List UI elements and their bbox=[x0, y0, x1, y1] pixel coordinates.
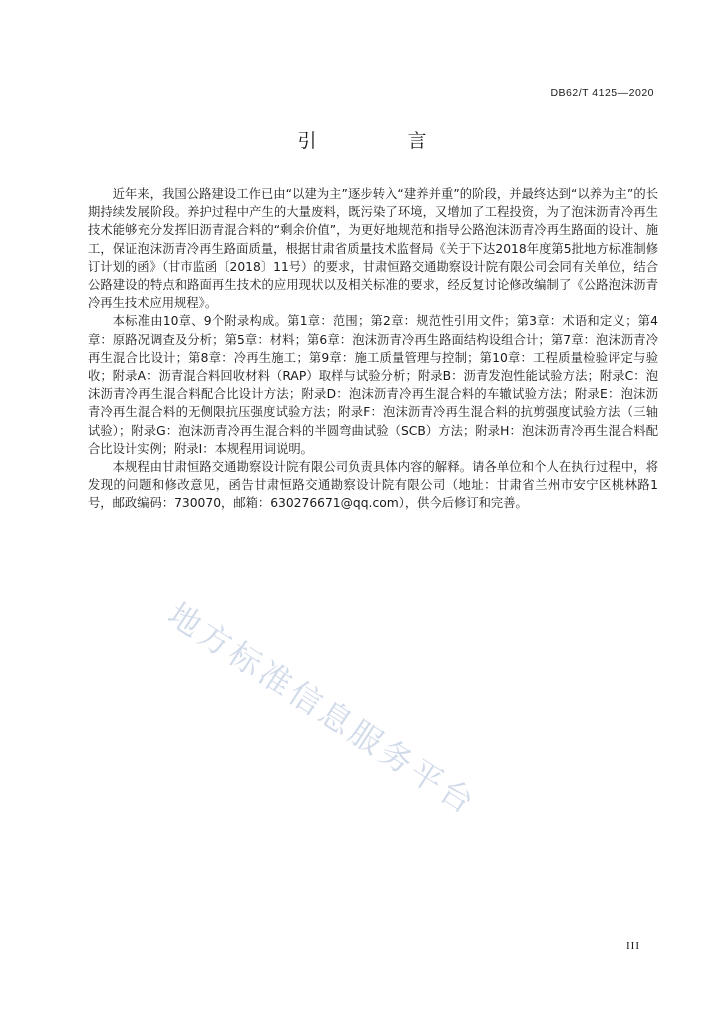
paragraph: 近年来，我国公路建设工作已由“以建为主”逐步转入“建养并重”的阶段，并最终达到“以养为主”的长期持续发展阶段。养护过程中产生的大量废料，既污染了环境，又增加了工程投资，为了泡沫沥青冷再生技术能够充分发挥旧沥青混合料的“剩余价值”，为更好地规范和指导公路泡沫沥青冷再生路面的设计、施工，保证泡沫沥青冷再生路面质量，根据甘肃省质量技术监督局《关于下达2018年度第5批地方标准制修订计划的函》（甘市监函〔2018〕11号）的要求，甘肃恒路交通勘察设计院有限公司会同有关单位，结合公路建设的特点和路面再生技术的应用现状以及相关标准的要求，经反复讨论修改编制了《公路泡沫沥青冷再生技术应用规程》。 bbox=[88, 187, 658, 311]
page-title: 引 言 bbox=[297, 130, 463, 152]
page-number: III bbox=[626, 940, 640, 952]
paragraph: 本标准由10章、9个附录构成。第1章：范围；第2章：规范性引用文件；第3章：术语和定义；第4章：原路况调查及分析；第5章：材料；第6章：泡沫沥青冷再生路面结构设组合计；第7章：泡沫沥青冷再生混合比设计；第8章：冷再生施工；第9章：施工质量管理与控制；第10章：工程质量检验评定与验收；附录A：沥青混合料回收材料（RAP）取样与试验分析；附录B：沥青发泡性能试验方法；附录C：泡沫沥青冷再生混合料配合比设计方法；附录D：泡沫沥青冷再生混合料的车辙试验方法；附录E：泡沫沥青冷再生混合料的无侧限抗压强度试验方法；附录F：泡沫沥青冷再生混合料的抗剪强度试验方法（三轴试验）；附录G：泡沫沥青冷再生混合料的半圆弯曲试验（SCB）方法；附录H：泡沫沥青冷再生混合料配合比设计实例；附录I：本规程用词说明。 bbox=[88, 314, 658, 456]
standard-code: DB62/T 4125—2020 bbox=[550, 87, 654, 99]
body-text bbox=[88, 185, 658, 513]
paragraph: 本规程由甘肃恒路交通勘察设计院有限公司负责具体内容的解释。请各单位和个人在执行过程中，将发现的问题和修改意见，函告甘肃恒路交通勘察设计院有限公司（地址：甘肃省兰州市安宁区桃林路1号，邮政编码：730070，邮箱：630276671@qq.com），供今后修订和完善。 bbox=[88, 460, 658, 511]
watermark: 地方标准信息服务平台 bbox=[161, 595, 484, 823]
